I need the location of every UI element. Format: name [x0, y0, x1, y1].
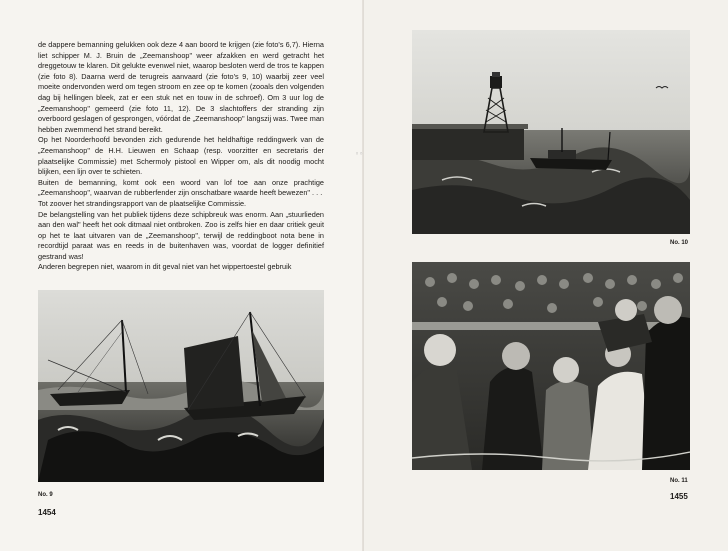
paragraph-4: Tot zoover het strandingsrapport van de plaatselijke Commissie.	[38, 198, 247, 208]
photo-no-10-caption: No. 10	[670, 240, 689, 246]
paragraph-6: Anderen begrepen niet, waarom in dit geval niet van het wippertoestel gebruik	[38, 262, 292, 272]
left-page-body-text	[38, 40, 324, 273]
right-page-number: 1455	[670, 492, 688, 501]
paragraph-5: De belangstelling van het publiek tijdens deze schipbreuk was enorm. Aan „stuurlieden aan den wal" heeft het ook ditmaal niet ontbroken. Zoo is zelfs hier en daar critiek geuit op het te laat uitvaren van de „Zeemanshoop", terwijl de reddingboot nota bene in recordtijd paraat was en reeds in de buitenhaven was, voordat de logger definitief gestrand was!	[38, 209, 324, 261]
paragraph-1: de dappere bemanning gelukken ook deze 4 aan boord te krijgen (zie foto's 6,7). Hierna liet schipper M. J. Bruin de „Zeemanshoop" weer afzakken en werd getracht het dreggetouw te klaren. Dit gelukte evenwel niet, waarop besloten werd de tros te kappen (zie foto 8). Daarna werd de terugreis aanvaard (zie foto's 9, 10) waarbij zeer veel moeite ondervonden werd om tegen stroom en zee op te komen (zooals den volgenden dag bij hellingen bleek, zat er een stuk net en touw in de schroef). Om 3 uur log de „Zeemanshoop" gemeerd (zie foto 11, 12). De 3 slachtoffers der stranding zijn overboord geslagen of gesprongen, vóórdat de „Zeemanshoop" langszij was. Twee man hebben zwemmend het strand bereikt.	[38, 40, 324, 134]
photo-no-9-caption: No. 9	[38, 492, 53, 498]
right-page	[364, 0, 728, 551]
photo-no-9-sailing-ships	[38, 290, 324, 482]
binding-mark: ◦◦	[355, 150, 364, 158]
photo-no-11-caption: No. 11	[670, 478, 688, 484]
paragraph-3: Buiten de bemanning, komt ook een woord van lof toe aan onze prachtige „Zeemanshoop", waarvan de rubberfender zijn onschatbare waarde heeft bewezen" . . .	[38, 177, 324, 198]
left-page-number: 1454	[38, 508, 56, 517]
photo-no-11-crowd-on-quay	[412, 262, 690, 470]
photo-no-10-lifeboat-lighthouse	[412, 30, 690, 234]
paragraph-2: Op het Noorderhoofd bevonden zich gedurende het heldhaftige reddingwerk van de „Zeemanshoop" de H.H. Lieuwen en Schaap (resp. voorzitter en secretaris der plaatselijke Commissie) met Schermoly pistool en Wipper om, als dit noodig mocht blijken, een lijn over te schieten.	[38, 135, 324, 177]
